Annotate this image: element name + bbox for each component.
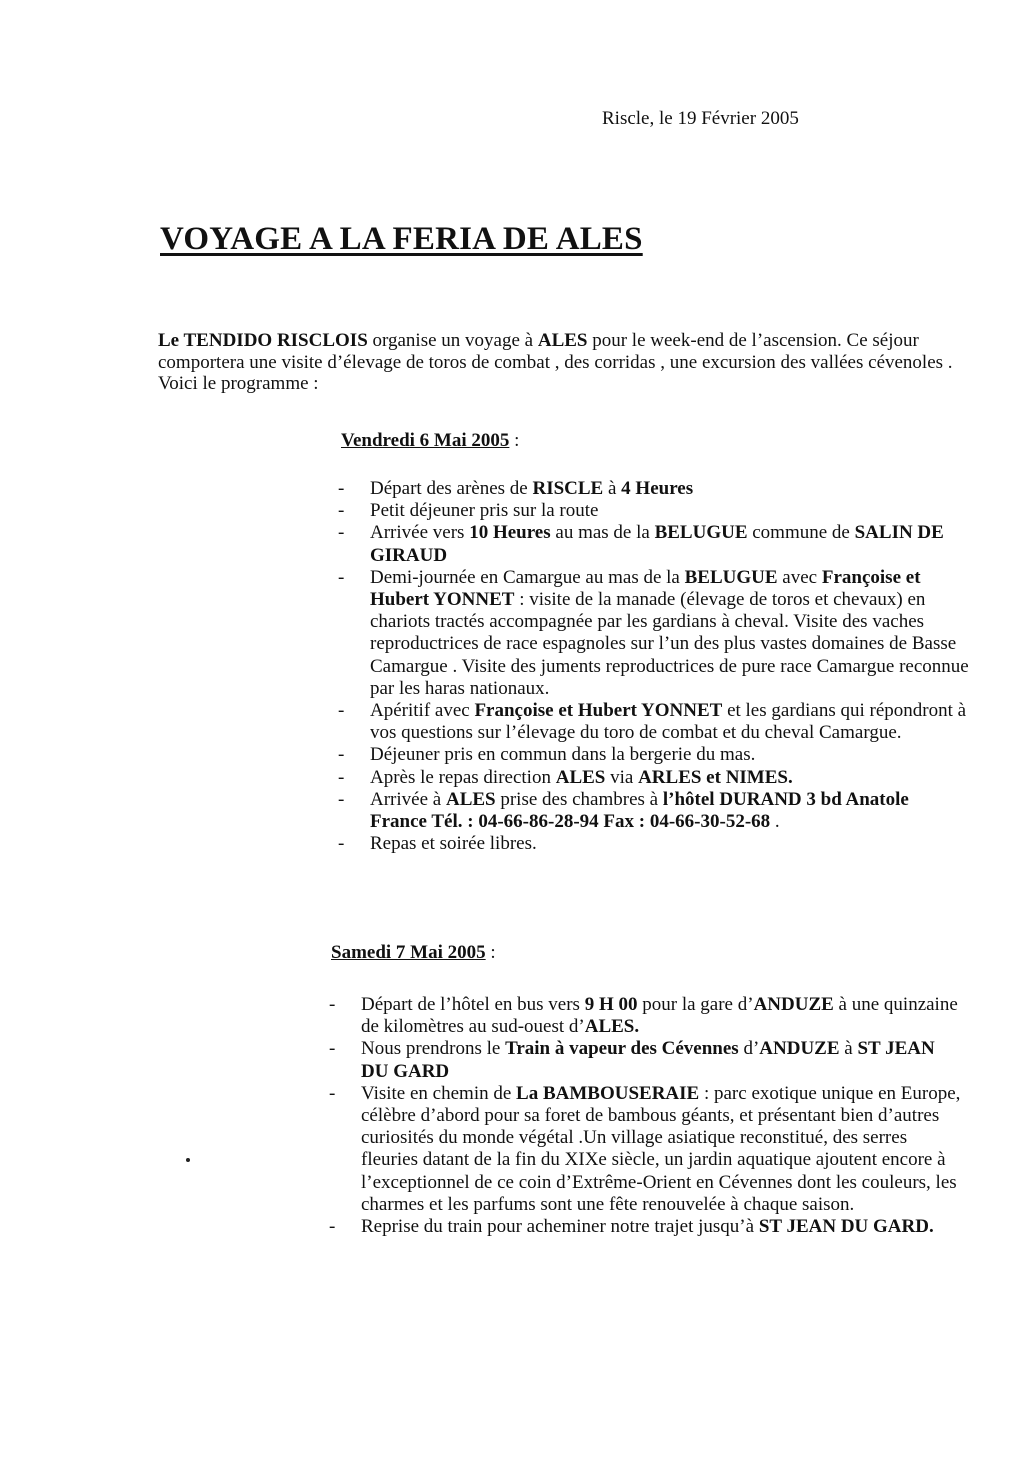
intro-program-line: Voici le programme :	[158, 373, 319, 394]
list-dash: -	[338, 478, 345, 499]
list-dash: -	[329, 1216, 336, 1238]
list-dash: -	[329, 1038, 336, 1060]
intro-run: organise un voyage à	[367, 330, 538, 351]
day2-item-run: Reprise du train pour acheminer notre trajet jusqu’à	[361, 1216, 759, 1238]
day1-item-run: Apéritif avec	[370, 700, 475, 722]
list-dash: -	[329, 994, 336, 1015]
scan-speck	[186, 1158, 190, 1162]
day2-item	[329, 1082, 961, 1216]
day1-heading-text: Vendredi 6 Mai 2005	[341, 430, 510, 451]
intro-run: pour le week-end de l’ascension. Ce séjour comportera une visite d’élevage de toros de combat , des corridas , une excursion des vallées cévenoles .	[158, 330, 953, 373]
list-dash: -	[338, 766, 345, 788]
day1-item-run: avec	[777, 566, 822, 588]
day2-item-run: d’	[738, 1038, 760, 1060]
day1-item	[338, 700, 970, 744]
day1-item-run: 4 Heures	[621, 478, 694, 499]
day1-item-run: Départ des arènes de	[370, 478, 533, 499]
day2-item-run: à une quinzaine de kilomètres au sud-ouest d’	[361, 994, 958, 1038]
date-line: Riscle, le 19 Février 2005	[602, 108, 799, 129]
day2-item-run: pour la gare d’	[637, 994, 754, 1015]
day2-item-run: Nous prendrons le	[361, 1038, 506, 1060]
list-dash: -	[338, 500, 345, 522]
day1-item-run: Après le repas direction	[370, 766, 556, 788]
day1-item	[338, 522, 970, 566]
list-dash: -	[338, 744, 345, 766]
day1-item-run: ALES	[555, 766, 606, 788]
day1-heading-suffix: :	[509, 430, 520, 451]
day2-item-run: à	[839, 1038, 858, 1060]
day1-item	[338, 766, 970, 789]
list-dash: -	[329, 1082, 336, 1104]
list-dash: -	[338, 700, 345, 722]
document-title: VOYAGE A LA FERIA DE ALES	[160, 221, 643, 257]
day1-item-run: commune de	[747, 522, 855, 544]
day2-item-run: ALES.	[584, 1016, 640, 1038]
day2-item	[329, 994, 961, 1038]
day2-item-run: ANDUZE	[753, 994, 834, 1015]
day2-heading-text: Samedi 7 Mai 2005	[331, 942, 486, 963]
day2-item-run: : parc exotique unique en Europe, célèbre d’abord pour sa foret de bambous géants, et présentant bien d’autres curiosités du monde végétal .Un village asiatique reconstitué, des serres fleuries datant de la fin du XIXe siècle, un jardin aquatique ajoutent encore à l’exceptionnel de ce coin d’Extrême-Orient en Cévennes dont les couleurs, les charmes et les parfums sont une fête renouvelée à chaque saison.	[361, 1082, 961, 1215]
day2-program-list	[329, 994, 961, 1238]
day1-item-run: BELUGUE	[654, 522, 748, 544]
day1-item-run: : visite de la manade (élevage de toros et chevaux) en chariots tractés accompagnée par les gardians à cheval. Visite des vaches reproductrices de race espagnoles sur l’un des plus vastes domaines de Basse Camargue . Visite des juments reproductrices de pure race Camargue reconnue par les haras nationaux.	[370, 589, 969, 699]
day1-item-run: au mas de la	[550, 522, 655, 544]
day1-item-run: Petit déjeuner pris sur la route	[370, 500, 599, 522]
day1-program-list	[338, 478, 970, 855]
day2-item-run: Train à vapeur des Cévennes	[505, 1038, 739, 1060]
day1-item-run: Françoise et Hubert YONNET	[474, 700, 723, 722]
day2-item	[329, 1216, 961, 1238]
day1-item	[338, 788, 970, 833]
intro-run: Le TENDIDO RISCLOIS	[158, 330, 368, 351]
intro-run: ALES	[537, 330, 588, 351]
day1-item-run: l’hôtel DURAND 3 bd Anatole France Tél. : 04-66-86-28-94 Fax : 04-66-30-52-68	[370, 788, 909, 833]
day1-item-run: Repas et soirée libres.	[370, 833, 537, 855]
day1-item-run: via	[605, 766, 639, 788]
day1-item-run: SALIN DE GIRAUD	[370, 522, 944, 566]
day1-item	[338, 566, 970, 700]
day1-item	[338, 833, 970, 855]
day1-item-run: Arrivée vers	[370, 522, 470, 544]
day1-item-run: Demi-journée en Camargue au mas de la	[370, 566, 685, 588]
day1-item-run: ARLES et NIMES.	[638, 766, 793, 788]
day2-item-run: Visite en chemin de	[361, 1082, 517, 1104]
list-dash: -	[338, 788, 345, 810]
day2-item-run: ST JEAN DU GARD	[361, 1038, 935, 1082]
day2-item-run: ANDUZE	[759, 1038, 840, 1060]
day1-item-run: prise des chambres à	[495, 788, 663, 810]
day1-item-run: Arrivée à	[370, 788, 446, 810]
day1-item-run: ALES	[445, 788, 496, 810]
day2-item-run: Départ de l’hôtel en bus vers	[361, 994, 585, 1015]
day2-heading	[331, 942, 496, 964]
day1-item-run: à	[603, 478, 622, 499]
day2-item-run: ST JEAN DU GARD.	[758, 1216, 934, 1238]
day1-item-run: RISCLE	[532, 478, 604, 499]
day2-item	[329, 1038, 961, 1082]
list-dash: -	[338, 566, 345, 588]
day2-heading-suffix: :	[485, 942, 496, 963]
day1-item	[338, 744, 970, 766]
day1-item-run: et les gardians qui répondront à vos questions sur l’élevage du toro de combat et du cheval Camargue.	[370, 700, 967, 744]
day1-item	[338, 500, 970, 522]
list-dash: -	[338, 833, 345, 855]
day1-heading	[341, 430, 519, 452]
intro-paragraph	[158, 330, 973, 395]
day2-item-run: La BAMBOUSERAIE	[516, 1082, 700, 1104]
day1-item-run: Françoise et Hubert YONNET	[370, 566, 921, 611]
day1-item-run: Déjeuner pris en commun dans la bergerie du mas.	[370, 744, 756, 766]
intro-text	[158, 330, 973, 373]
day1-item-run: BELUGUE	[684, 566, 778, 588]
day1-item-run: 10 Heures	[469, 522, 551, 544]
day2-item-run: 9 H 00	[584, 994, 638, 1015]
day1-item	[338, 478, 970, 500]
day1-item-run: .	[770, 811, 780, 833]
list-dash: -	[338, 522, 345, 544]
